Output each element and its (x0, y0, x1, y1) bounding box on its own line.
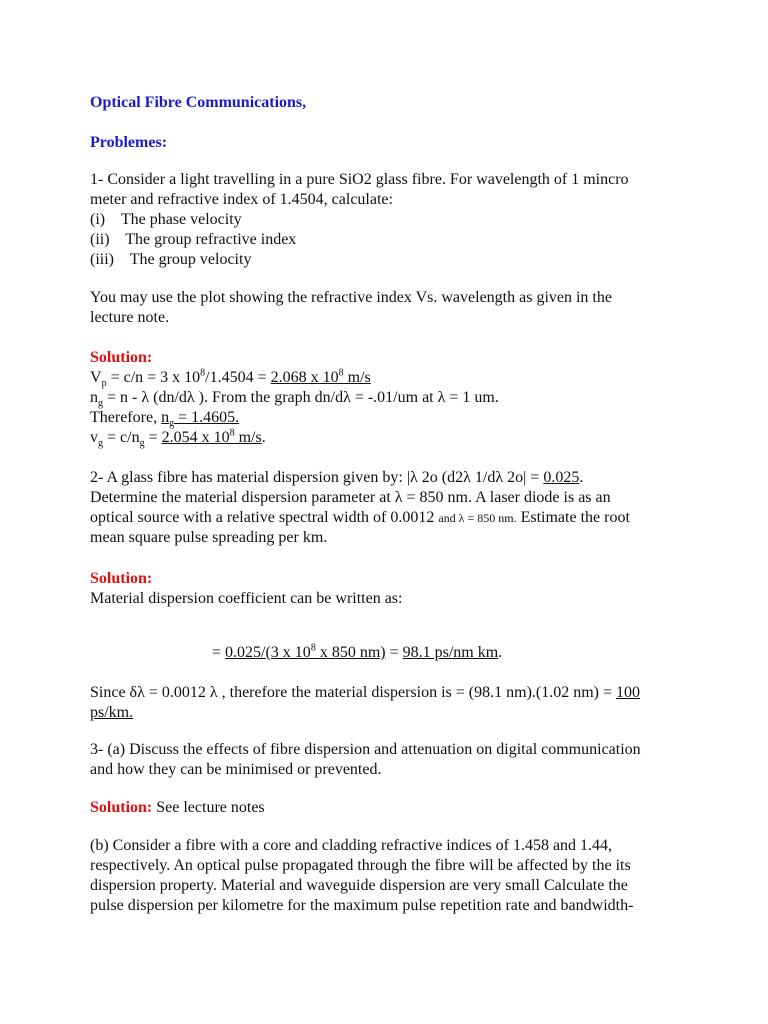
problem-2 (90, 468, 690, 548)
p1-sol-line1 (90, 368, 690, 388)
p2-since-line1 (90, 683, 690, 703)
p3b-line3: dispersion property. Material and waveguide dispersion are very small Calculate the (90, 877, 628, 894)
ng-symbol: n (90, 389, 98, 406)
p3-line2: and how they can be minimised or prevented. (90, 761, 382, 778)
p1-sol-line3 (90, 408, 690, 428)
p2-line3-small: and λ = 850 nm. (438, 511, 517, 525)
p2-line3-a: optical source with a relative spectral width of 0.0012 (90, 509, 439, 526)
eq-part1-sup: 8 (310, 642, 316, 654)
therefore-text: Therefore, (90, 409, 162, 426)
p2-line3 (90, 508, 690, 528)
p3b-line2: respectively. An optical pulse propagated through the fibre will be affected by the its (90, 857, 631, 874)
vg-answer (162, 429, 262, 446)
vp-answer-val: 2.068 x 10 (270, 369, 339, 386)
p2-since (90, 683, 690, 723)
since-text: Since δλ = 0.0012 λ , therefore the material dispersion is = (98.1 nm).(1.02 nm) = (90, 684, 617, 701)
p1-note-line2: lecture note. (90, 309, 170, 326)
ng-answer-n: n (161, 409, 170, 426)
p2-since-line2 (90, 703, 690, 723)
eq-part1 (225, 644, 386, 661)
p1-note (90, 288, 690, 328)
vg-end: . (261, 429, 266, 446)
doc-title: Optical Fibre Communications, (90, 94, 307, 111)
vg-answer-val: 2.054 x 10 (161, 429, 230, 446)
problem-3b (90, 836, 690, 916)
vg-sub: g (98, 438, 103, 450)
p2-sol-line1: Material dispersion coefficient can be written as: (90, 590, 403, 607)
eq-eq: = (212, 644, 226, 661)
p1-sol-line4 (90, 428, 690, 448)
p1-item-3: (iii) The group velocity (90, 251, 252, 268)
p2-line1 (90, 468, 690, 488)
p2-line1-ans: 0.025 (543, 469, 580, 486)
p1-solution-label: Solution: (90, 349, 153, 366)
problem-3 (90, 740, 690, 780)
p2-solution (90, 569, 690, 609)
ng-sub: g (98, 398, 103, 410)
vg-eq-c: = (144, 429, 162, 446)
problem-1 (90, 170, 690, 270)
p1-note-line1: You may use the plot showing the refractive index Vs. wavelength as given in the (90, 289, 612, 306)
vp-eq-c: /1.4504 = (205, 369, 271, 386)
doc-subtitle: Problemes: (90, 134, 168, 151)
p2-line2: Determine the material dispersion parameter at λ = 850 nm. A laser diode is as an (90, 489, 611, 506)
vg-answer-sup: 8 (229, 427, 235, 439)
p3-solution-label: Solution: (90, 799, 153, 816)
p2-line1-end: . (579, 469, 584, 486)
ng-answer-val: = 1.4605. (174, 409, 240, 426)
p3-solution-text: See lecture notes (152, 799, 265, 816)
ng-answer (161, 409, 240, 430)
since-ans: 100 (616, 684, 641, 701)
p1-line2: meter and refractive index of 1.4504, calculate: (90, 191, 393, 208)
eq-part2: 98.1 ps/nm km (402, 644, 499, 661)
p1-item-1: (i) The phase velocity (90, 211, 242, 228)
ng-eq: = n - λ (dn/dλ ). From the graph dn/dλ = -.01/um at λ = 1 um. (103, 389, 499, 406)
vg-symbol: v (90, 429, 98, 446)
vg-eq-b: = c/n (103, 429, 140, 446)
eq-mid: = (385, 644, 403, 661)
p3b-line4: pulse dispersion per kilometre for the maximum pulse repetition rate and bandwidth- (90, 897, 634, 914)
vg-eq-sub: g (139, 438, 145, 450)
p3-line1: 3- (a) Discuss the effects of fibre dispersion and attenuation on digital communication (90, 741, 641, 758)
p1-solution (90, 348, 690, 448)
eq-part1-b: x 850 nm) (315, 644, 386, 661)
ng-answer-sub: g (169, 418, 175, 430)
p2-solution-label: Solution: (90, 570, 153, 587)
p2-equation (212, 643, 692, 663)
p1-item-2: (ii) The group refractive index (90, 231, 297, 248)
p2-line1-text: 2- A glass fibre has material dispersion given by: |λ 2o (d2λ 1/dλ 2o| = (90, 469, 544, 486)
eq-end: . (498, 644, 503, 661)
vp-answer (271, 369, 371, 386)
vp-eq-a: = c/n = 3 x 10 (106, 369, 201, 386)
vp-sub: p (101, 378, 107, 390)
p2-line3-b: Estimate the root (516, 509, 630, 526)
p1-line1: 1- Consider a light travelling in a pure SiO2 glass fibre. For wavelength of 1 mincro (90, 171, 629, 188)
vp-answer-unit: m/s (343, 369, 371, 386)
p3b-line1: (b) Consider a fibre with a core and cladding refractive indices of 1.458 and 1.44, (90, 837, 613, 854)
vp-answer-sup: 8 (338, 367, 344, 379)
p2-line4: mean square pulse spreading per km. (90, 529, 328, 546)
vg-answer-unit: m/s (234, 429, 262, 446)
eq-part1-a: 0.025/(3 x 10 (225, 644, 311, 661)
vp-symbol: V (90, 369, 102, 386)
vp-eq-sup: 8 (200, 367, 206, 379)
p1-sol-line2 (90, 388, 690, 408)
p3-solution (90, 798, 690, 818)
since-ans2: ps/km. (90, 704, 134, 721)
